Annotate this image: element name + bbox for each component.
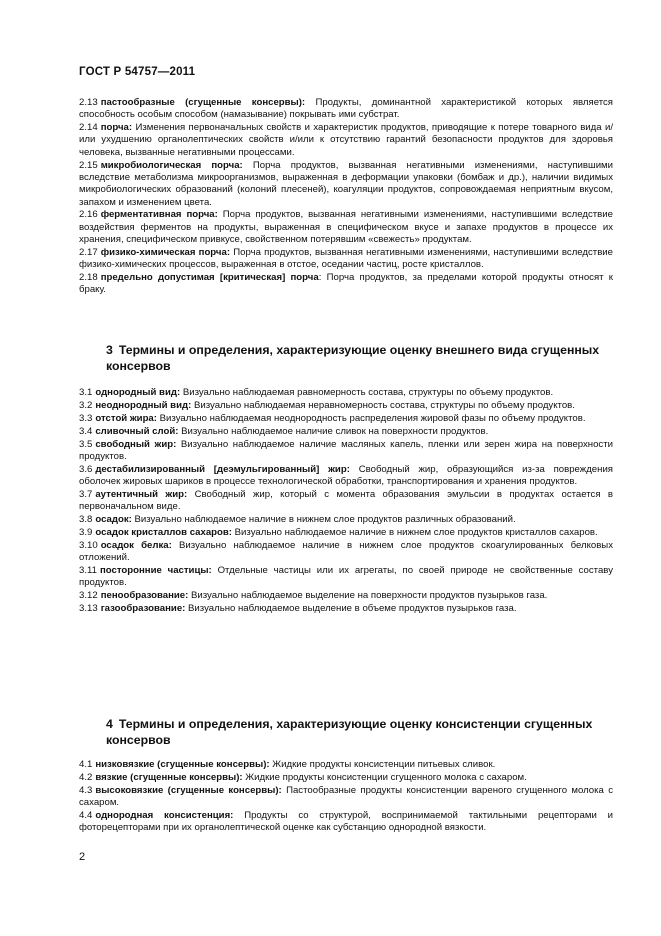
definition-entry [79,122,613,159]
entry-number: 3.4 [79,425,93,437]
entry-number: 2.17 [79,246,98,258]
entry-definition: Визуально наблюдаемое наличие сливок на поверхности продуктов. [181,425,489,437]
entry-definition: Изменения первоначальных свойств и характеристик продуктов, приводящие к потере товарного вида и/или ухудшению органолептических свойств и/или к отсутствию гарантий безопасности продуктов для здоровья человека, вызванные негативными процессами. [79,122,613,158]
entry-term: пастообразные (сгущенные консервы): [100,97,306,108]
entry-number: 3.2 [79,399,93,411]
entry-term: однородная консистенция: [95,809,234,821]
definitions-group-2 [79,97,613,297]
entry-term: осадок белка: [100,539,172,551]
section-3-number: 3 [106,343,113,357]
entry-definition: Свободный жир, который с момента образования эмульсии в продуктах остается в первоначальном виде. [79,488,614,513]
entry-definition: Визуально наблюдаемая неоднородность распределения жировой фазы по объему продуктов. [159,412,586,424]
entry-number: 2.15 [79,159,98,171]
entry-number: 3.6 [79,463,93,475]
definition-entry [79,160,613,209]
entry-number: 4.3 [79,784,93,796]
entry-term: отстой жира: [95,412,157,424]
section-4-number: 4 [106,717,113,731]
entry-term: низковязкие (сгущенные консервы): [95,759,270,770]
entry-term: аутентичный жир: [95,488,188,500]
entry-number: 3.12 [79,590,98,602]
entry-term: сливочный слой: [95,425,179,437]
entry-term: неоднородный вид: [95,399,192,411]
definition-entry [79,590,613,602]
definition-entry [79,489,613,514]
definitions-group-4 [79,759,613,835]
entry-definition: Визуально наблюдаемая неравномерность состава, структуры по объему продуктов. [193,399,575,411]
definition-entry [79,97,613,122]
definition-entry [79,272,613,297]
entry-number: 4.4 [79,809,93,821]
entry-definition: Порча продуктов, вызванная негативными изменениями, наступившими вследствие воздействия ферментов на продукты, выраженная в специфическом вкусе и запахе продуктов в процессе их хранения, специфическом привкусе, свойственном потерявшим «свежесть» продуктам. [79,209,613,246]
entry-term: пенообразование: [100,590,189,602]
entry-number: 4.2 [79,771,93,783]
entry-definition: Визуально наблюдаемое наличие в нижнем слое продуктов кристаллов сахаров. [234,527,598,539]
entry-number: 3.1 [79,387,93,398]
entry-definition: Отдельные частицы или их агрегаты, по своей природе не свойственные составу продуктов. [79,565,613,589]
definition-entry [79,759,613,771]
definition-entry [79,772,613,784]
definition-entry [79,247,613,272]
entry-definition: Свободный жир, образующийся из-за повреждения оболочек жировых шариков в процессе технологической обработки, транспортирования и хранения продуктов. [79,463,613,488]
entry-number: 4.1 [79,759,93,770]
entry-term: порча: [100,122,133,134]
definition-entry [79,209,613,246]
entry-term: дестабилизированный [деэмульгированный] жир: [95,463,350,475]
entry-number: 3.8 [79,514,93,526]
entry-definition: Пастообразные продукты консистенции вареного сгущенного молока с сахаром. [79,784,613,809]
entry-definition: Жидкие продукты консистенции питьевых сливок. [272,759,496,770]
entry-definition: Визуально наблюдаемое выделение на поверхности продуктов пузырьков газа. [190,590,548,602]
entry-term: физико-химическая порча: [100,246,231,258]
document-header: ГОСТ Р 54757—2011 [79,66,196,78]
entry-number: 2.16 [79,209,98,221]
section-4-heading [106,717,606,749]
page-number: 2 [79,851,86,863]
entry-definition: Продукты со структурой, воспринимаемой тактильными рецепторами и фоторецепторами при их органолептической оценке как субстанцию однородной вязкости. [79,809,613,834]
entry-number: 2.18 [79,272,98,284]
definition-entry [79,603,613,615]
section-4-title: Термины и определения, характеризующие оценку консистенции сгущенных консервов [106,717,593,747]
entry-number: 2.14 [79,122,98,134]
entry-definition: Жидкие продукты консистенции сгущенного молока с сахаром. [245,771,527,783]
entry-definition: Визуально наблюдаемое наличие масляных капель, пленки или зерен жира на поверхности продуктов. [79,438,613,462]
definition-entry [79,464,613,489]
entry-definition: Порча продуктов, вызванная негативными изменениями, наступившими вследствие физико-химических процессов, выраженная в отстое, оседании частиц, росте кристаллов. [79,246,613,271]
definition-entry [79,439,613,464]
entry-term: предельно допустимая [критическая] порча [100,272,319,284]
entry-term: осадок кристаллов сахаров: [95,527,232,539]
entry-definition: Визуально наблюдаемое выделение в объеме продуктов пузырьков газа. [188,603,517,615]
entry-definition: Визуально наблюдаемая равномерность состава, структуры по объему продуктов. [182,387,554,398]
definitions-group-3 [79,387,613,616]
definition-entry [79,540,613,565]
entry-term: ферментативная порча: [100,209,218,221]
entry-number: 3.5 [79,438,93,450]
definition-entry [79,785,613,810]
entry-number: 3.11 [79,565,97,577]
entry-term: однородный вид: [95,387,181,398]
definition-entry [79,565,613,590]
definition-entry [79,400,613,412]
entry-definition: Визуально наблюдаемое наличие в нижнем слое продуктов скоагулированных белковых отложений. [79,539,613,564]
entry-number: 3.3 [79,412,93,424]
definition-entry [79,810,613,835]
entry-term: осадок: [95,514,132,526]
entry-definition: Визуально наблюдаемое наличие в нижнем слое продуктов различных образований. [134,514,516,526]
entry-term: газообразование: [100,603,186,615]
entry-term: микробиологическая порча: [100,159,243,171]
entry-term: посторонние частицы: [99,565,212,577]
definition-entry [79,426,613,438]
entry-number: 2.13 [79,97,98,108]
entry-definition: Порча продуктов, вызванная негативными изменениями, наступившими вследствие метаболизма микроорганизмов, выраженная в деформации упаковки (бомбаж и др.), наличии видимых микробиологических образований (колоний плесеней), коагуляции продуктов, сопровождаемая неприятным вкусом, запахом и изменением цвета. [79,159,614,208]
entry-number: 3.9 [79,527,93,539]
definition-entry [79,387,613,399]
entry-term: вязкие (сгущенные консервы): [95,771,243,783]
entry-definition: : Порча продуктов, за пределами которой продукты относят к браку. [79,272,613,296]
entry-term: высоковязкие (сгущенные консервы): [95,784,282,796]
definition-entry [79,527,613,539]
section-3-title: Термины и определения, характеризующие оценку внешнего вида сгущенных консервов [106,343,600,373]
section-3-heading [106,343,606,375]
entry-number: 3.7 [79,488,93,500]
entry-definition: Продукты, доминантной характеристикой которых является способность особым способом (намазывание) покрывать ими субстрат. [79,97,613,121]
definition-entry [79,413,613,425]
entry-term: свободный жир: [95,438,177,450]
entry-number: 3.13 [79,603,98,615]
definition-entry [79,514,613,526]
entry-number: 3.10 [79,539,98,551]
